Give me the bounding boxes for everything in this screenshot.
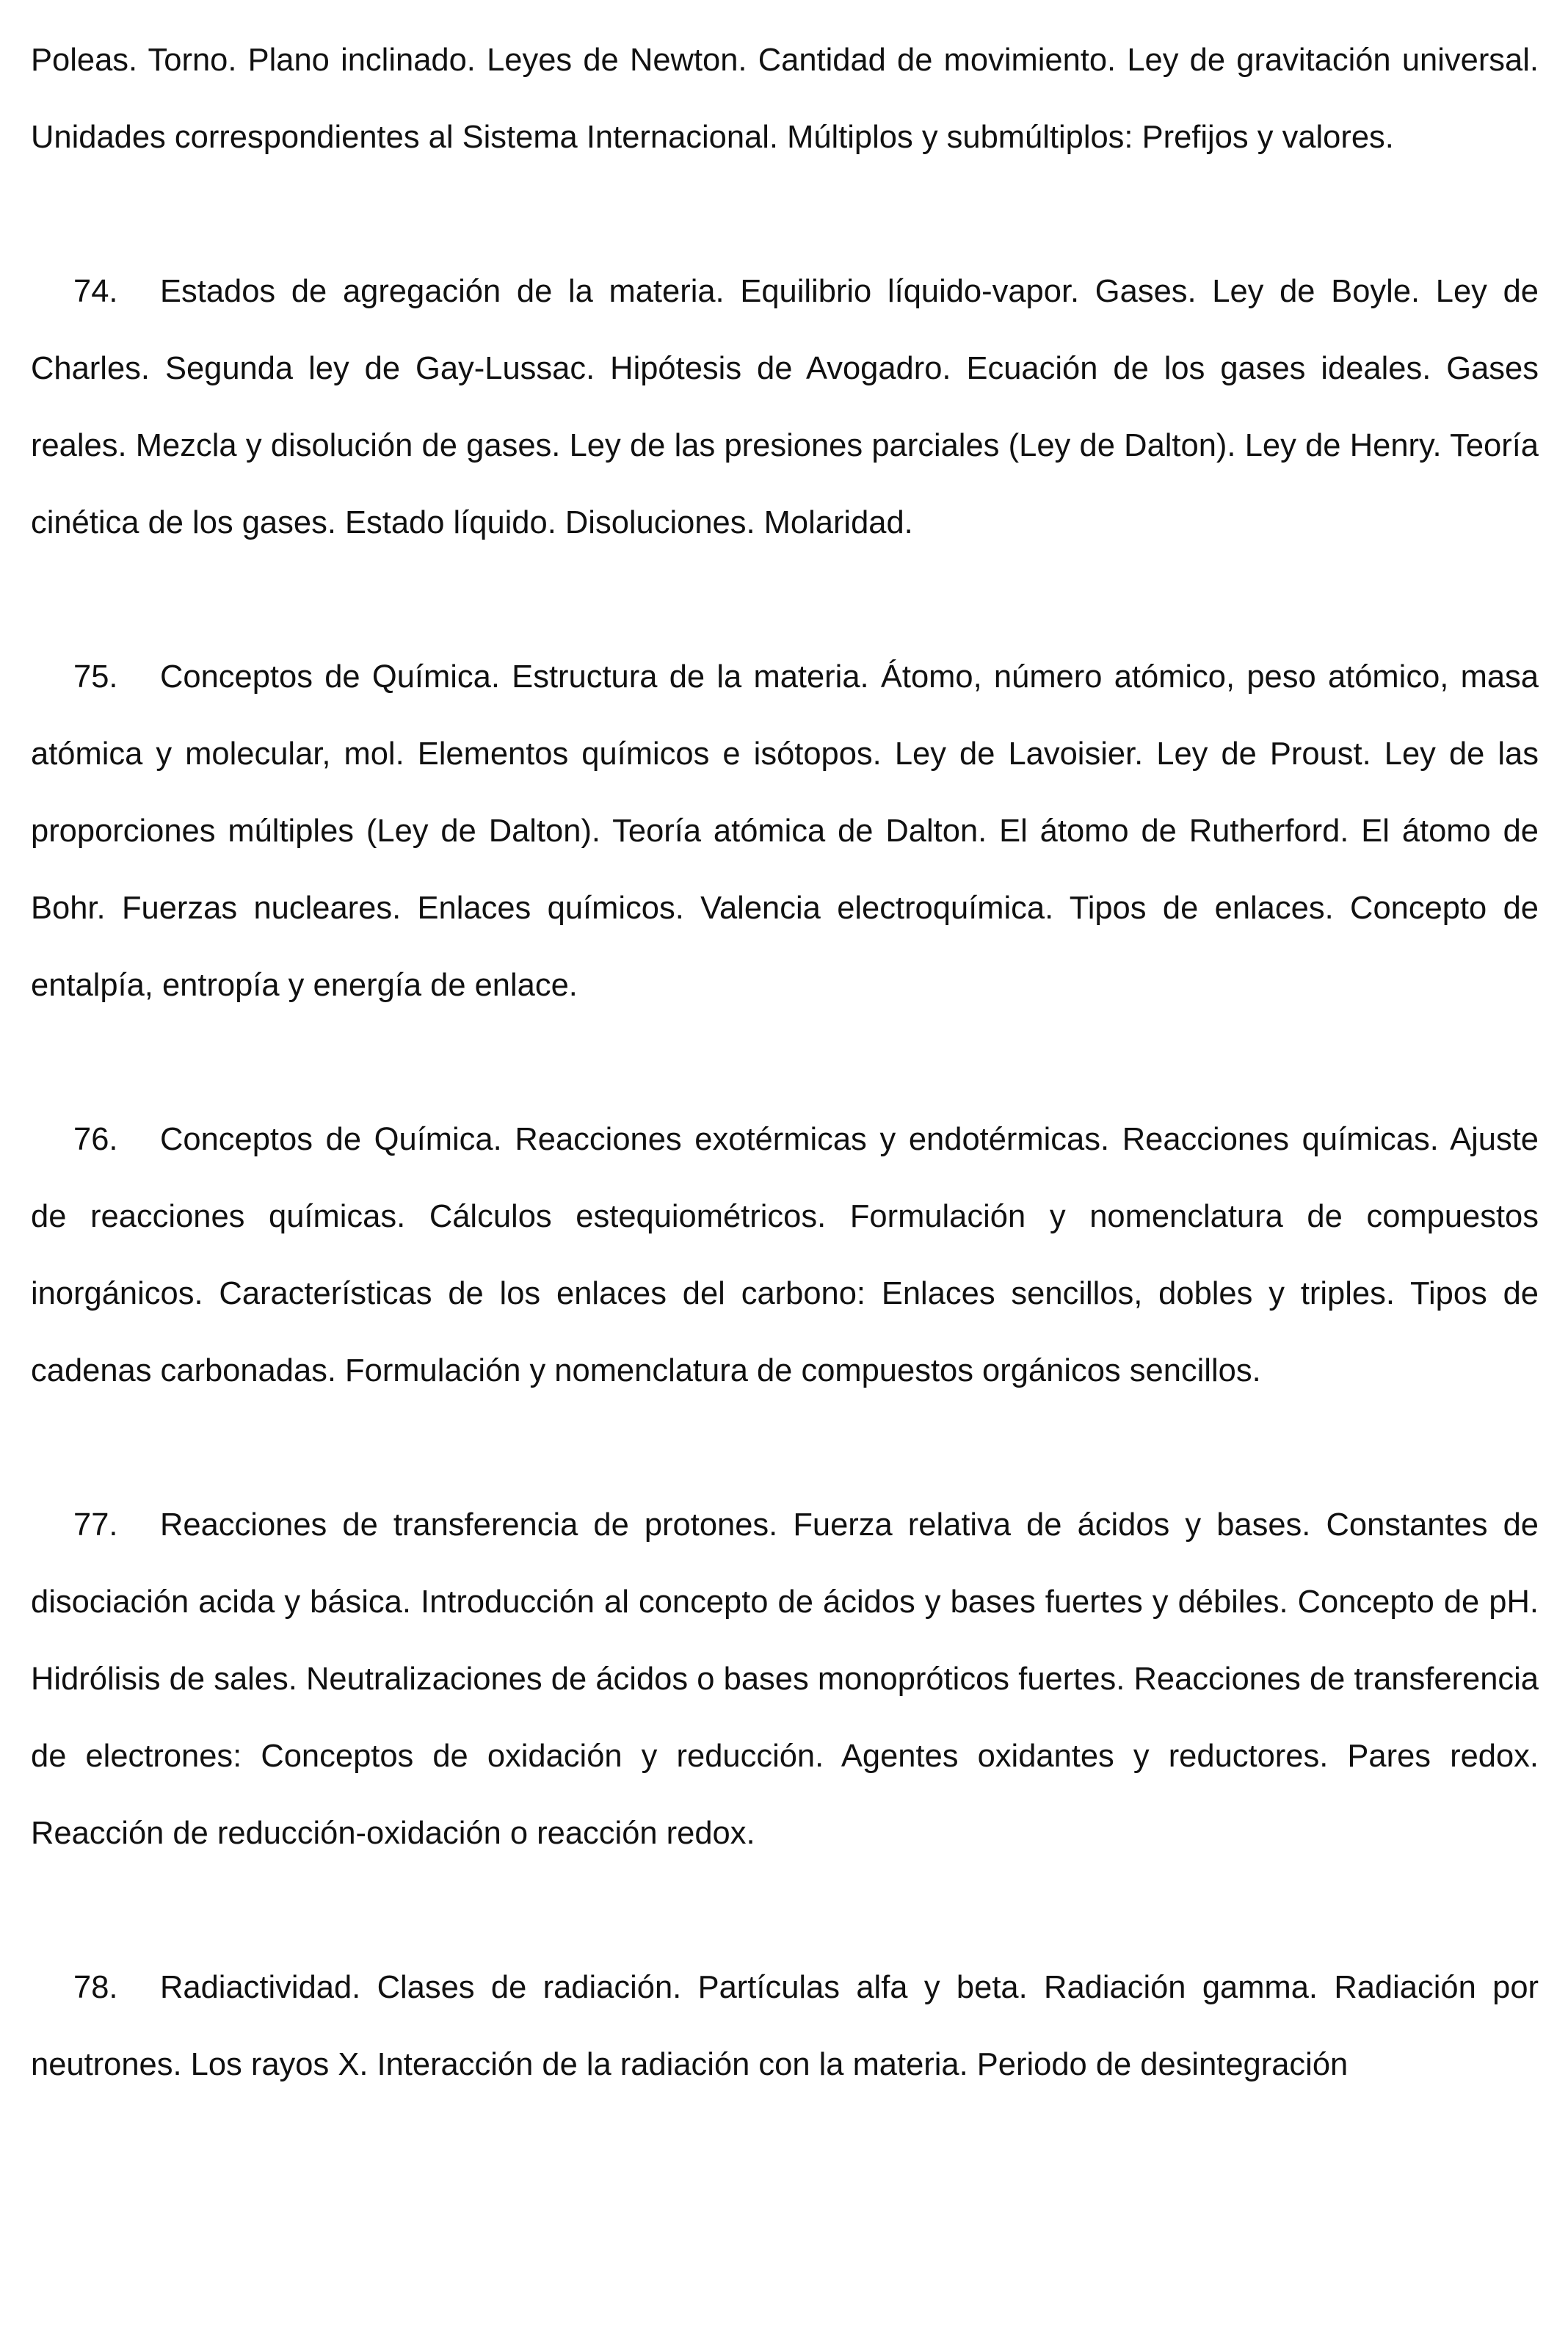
paragraph-74 (31, 253, 1539, 562)
paragraph-text: Radiactividad. Clases de radiación. Partículas alfa y beta. Radiación gamma. Radiación por neutrones. Los rayos X. Interacción de la radiación con la materia. Periodo de desintegración (31, 1970, 1539, 2082)
paragraph-75 (31, 639, 1539, 1024)
paragraph-77 (31, 1487, 1539, 1872)
paragraph-continuation (31, 22, 1539, 176)
paragraph-number: 78. (73, 1970, 118, 2005)
document-page (31, 22, 1539, 2104)
paragraph-number: 75. (73, 659, 118, 695)
paragraph-number: 77. (73, 1507, 118, 1543)
paragraph-76 (31, 1101, 1539, 1410)
paragraph-text: Conceptos de Química. Reacciones exotérmicas y endotérmicas. Reacciones químicas. Ajuste de reacciones químicas. Cálculos estequiométricos. Formulación y nomenclatura de compuestos inorgánicos. Características de los enlaces del carbono: Enlaces sencillos, dobles y triples. Tipos de cadenas carbonadas. Formulación y nomenclatura de compuestos orgánicos sencillos. (31, 1122, 1539, 1388)
paragraph-text: Estados de agregación de la materia. Equilibrio líquido-vapor. Gases. Ley de Boyle. Ley de Charles. Segunda ley de Gay-Lussac. Hipótesis de Avogadro. Ecuación de los gases ideales. Gases reales. Mezcla y disolución de gases. Ley de las presiones parciales (Ley de Dalton). Ley de Henry. Teoría cinética de los gases. Estado líquido. Disoluciones. Molaridad. (31, 274, 1539, 540)
paragraph-number: 76. (73, 1122, 118, 1157)
paragraph-text: Reacciones de transferencia de protones. Fuerza relativa de ácidos y bases. Constantes de disociación acida y básica. Introducción al concepto de ácidos y bases fuertes y débiles. Concepto de pH. Hidrólisis de sales. Neutralizaciones de ácidos o bases monopróticos fuertes. Reacciones de transferencia de electrones: Conceptos de oxidación y reducción. Agentes oxidantes y reductores. Pares redox. Reacción de reducción-oxidación o reacción redox. (31, 1507, 1539, 1851)
paragraph-text: Conceptos de Química. Estructura de la materia. Átomo, número atómico, peso atómico, masa atómica y molecular, mol. Elementos químicos e isótopos. Ley de Lavoisier. Ley de Proust. Ley de las proporciones múltiples (Ley de Dalton). Teoría atómica de Dalton. El átomo de Rutherford. El átomo de Bohr. Fuerzas nucleares. Enlaces químicos. Valencia electroquímica. Tipos de enlaces. Concepto de entalpía, entropía y energía de enlace. (31, 659, 1539, 1003)
paragraph-text: Poleas. Torno. Plano inclinado. Leyes de Newton. Cantidad de movimiento. Ley de gravitación universal. Unidades correspondientes al Sistema Internacional. Múltiplos y submúltiplos: Prefijos y valores. (31, 43, 1539, 155)
paragraph-78 (31, 1949, 1539, 2104)
paragraph-number: 74. (73, 274, 118, 309)
